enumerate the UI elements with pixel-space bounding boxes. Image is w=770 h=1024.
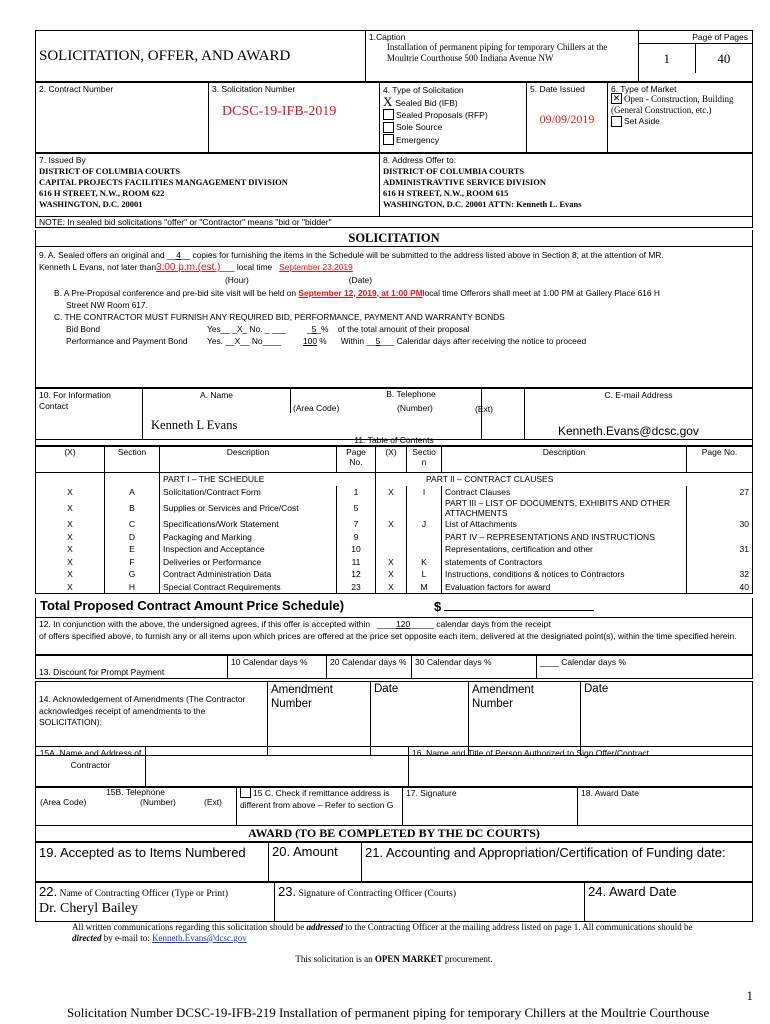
sole-source-checkbox[interactable] [383, 122, 394, 133]
contracting-officer-name: Dr. Cheryl Bailey [39, 901, 139, 916]
sealed-bid-x-icon: X [383, 94, 393, 109]
type-solicitation-label: 4. Type of Solicitation [383, 85, 464, 95]
p12-text-3: of offers specified above, to furnish any or all items upon which prices are offered at the price set opposite each item, delivered at the designated point(s), within the time specified herein. [39, 630, 737, 641]
amount-cell[interactable]: 20. Amount [269, 843, 362, 882]
signature-cell[interactable] [403, 787, 578, 826]
toc-description2: PART III – LIST OF DOCUMENTS, EXHIBITS AND OTHER ATTACHMENTS [442, 498, 687, 518]
contact-name: Kenneth L Evans [151, 418, 238, 432]
issued-row [35, 153, 753, 228]
contractor-area-code: (Area Code) [40, 797, 87, 807]
toc-x: X [67, 503, 73, 513]
contracting-officer-cell [36, 883, 275, 922]
toc-page: 5 [337, 498, 376, 518]
toc-section2: L [407, 568, 442, 581]
solicitation-number-cell [209, 83, 380, 153]
set-aside-checkbox[interactable] [611, 116, 622, 127]
open-text-1: This solicitation is an [295, 954, 373, 964]
p9b-text-2: local time Offerors shall meet at 1:00 PM at Gallery Place 616 H [422, 287, 660, 298]
signature-label: 17. Signature [406, 788, 457, 798]
address-offer-label: 8. Address Offer to: [383, 155, 457, 165]
p9b-text-3: Street NW Room 617. [66, 299, 148, 310]
discount-30-days[interactable]: 30 Calendar days % [412, 656, 537, 679]
toc-header-description2: Description [442, 447, 687, 473]
toc-part1: PART I – THE SCHEDULE [160, 473, 376, 486]
final-award-date-cell[interactable]: 24. Award Date [585, 883, 753, 922]
contractor-telephone-label: 15B. Telephone [106, 787, 165, 797]
discount-10-days[interactable]: 10 Calendar days % [228, 656, 327, 679]
officer-signature-label: Signature of Contracting Officer (Courts) [298, 889, 457, 899]
remittance-label: 15 C. Check if remittance address is different from above – Refer to section G [240, 788, 394, 810]
offer-section: 12. In conjunction with the above, the undersigned agrees, if this offer is accepted within ____120_____ calendar days from the receipt of offers specified above, to furnish any or all items upon which prices are offered at the price set opposite each item, delivered at the designated point(s), within the time specified herein. [35, 618, 753, 655]
address-offer-cell [380, 154, 753, 217]
footer-bottom-text: Solicitation Number DCSC-19-IFB-219 Installation of permanent piping for temporary Chillers at the Moultrie Courthouse [67, 1005, 710, 1020]
toc-description: Deliveries or Performance [160, 556, 337, 569]
toc-section: A [105, 486, 160, 499]
toc-description: Packaging and Marking [160, 531, 337, 544]
perf-bond-yesno: Yes. __X__ No____ [207, 336, 282, 347]
toc-x2 [376, 531, 407, 544]
caption-text: Installation of permanent piping for temporary Chillers at the Moultrie Courthouse 500 Indiana Avenue NW [386, 42, 608, 63]
contractor-name-label-cell [36, 747, 146, 788]
toc-description2: Instructions, conditions & notices to Contractors [442, 568, 687, 581]
toc-description: Supplies or Services and Price/Cost [160, 498, 337, 518]
toc-description: Specifications/Work Statement [160, 518, 337, 531]
perf-bond-label: Performance and Payment Bond [66, 336, 188, 347]
award-heading: AWARD (TO BE COMPLETED BY THE DC COURTS) [35, 826, 753, 842]
type-market-cell [608, 83, 753, 153]
toc-x: X [67, 544, 73, 555]
toc-header-x2: (X) [376, 447, 407, 473]
within-label: Within [340, 336, 365, 347]
toc-page: 7 [337, 518, 376, 531]
telephone-row [35, 786, 753, 826]
toc-header-section: Section [105, 447, 160, 473]
toc-description2: Contract Clauses [442, 486, 687, 499]
toc-page2: 31 [687, 543, 753, 556]
toc-section: C [105, 518, 160, 531]
ack-label-cell [36, 682, 268, 756]
contractor-telephone-cell[interactable] [36, 787, 237, 826]
email-header-cell [525, 389, 753, 414]
discount-20-days[interactable]: 20 Calendar days % [327, 656, 412, 679]
toc-cell [105, 473, 160, 486]
p9a-date: September 23,2019 [279, 262, 353, 273]
toc-description2: Evaluation factors for award [442, 581, 687, 594]
solicitation-number-label: 3. Solicitation Number [212, 84, 296, 94]
emergency-label: Emergency [396, 134, 439, 145]
toc-x2: X [376, 568, 407, 581]
toc-x: X [67, 569, 73, 580]
officer-signature-cell[interactable] [275, 883, 585, 922]
toc-page2 [687, 531, 753, 544]
toc-section2: K [407, 556, 442, 569]
toc-page2: 32 [687, 568, 753, 581]
toc-row [36, 531, 753, 544]
contact-section [35, 388, 753, 440]
form-header [35, 30, 753, 82]
toc-page: 11 [337, 556, 376, 569]
date-issued-cell [527, 83, 608, 153]
info-label: 10. For Information [39, 390, 111, 400]
open-construction-checked-icon[interactable]: ✕ [612, 93, 621, 104]
solicitation-info-row [35, 82, 753, 153]
toc-page: 1 [337, 486, 376, 499]
toc-x2: X [376, 581, 407, 594]
comm-email-link[interactable]: Kenneth.Evans@dcsc.gov [152, 933, 247, 943]
toc-section2 [407, 498, 442, 518]
form-title: SOLICITATION, OFFER, AND AWARD [39, 47, 291, 64]
toc-description: Solicitation/Contract Form [160, 486, 337, 499]
number-label: (Number) [397, 403, 433, 413]
accepted-items-cell[interactable]: 19. Accepted as to Items Numbered [36, 843, 269, 882]
toc-description2: statements of Contractors [442, 556, 687, 569]
bid-bond-label: Bid Bond [66, 324, 100, 335]
issued-by-cell [36, 154, 380, 217]
note-text: NOTE: In sealed bid solicitations "offer" or "Contractor" means "bid or "bidder" [39, 217, 332, 227]
toc-body [36, 486, 753, 594]
contractor-number: (Number) [140, 797, 176, 807]
open-market-bold: OPEN MARKET [374, 954, 443, 964]
type-market-label: 6. Type of Market [611, 84, 677, 94]
address-line: ADMINISTRAVTIVE SERVICE DIVISION [383, 177, 546, 187]
perf-days: 5 [375, 336, 381, 347]
perf-bond-pct: 100 [303, 336, 317, 347]
type-solicitation-cell [380, 83, 527, 153]
toc-section: F [105, 556, 160, 569]
toc-description2: PART IV – REPRESENTATIONS AND INSTRUCTIONS [442, 531, 687, 544]
total-row [35, 598, 753, 618]
comm-directed: directed [72, 933, 102, 943]
toc-page: 10 [337, 543, 376, 556]
p9b-date: September 12, 2019, at 1:00 PM [298, 287, 423, 298]
discount-other-days[interactable]: ____ Calendar days % [537, 656, 753, 679]
toc-section: B [105, 498, 160, 518]
note-cell [36, 217, 753, 228]
perf-days-text: Calendar days after receiving the notice to proceed [396, 336, 587, 347]
toc-description2: Representations, certification and other [442, 543, 687, 556]
discount-label: 13. Discount for Prompt Payment [39, 667, 165, 677]
issued-by-line: DISTRICT OF COLUMBIA COURTS [39, 166, 181, 176]
p12-text: 12. In conjunction with the above, the undersigned agrees, if this offer is accepted within [39, 619, 371, 629]
award-row-1 [35, 842, 753, 882]
sealed-proposals-checkbox[interactable] [383, 109, 394, 120]
amendment-number-1[interactable]: Amendment Number [268, 682, 371, 756]
page-of-pages-label: Page of Pages [692, 32, 748, 42]
form-title-cell [36, 31, 366, 82]
amendment-number-2[interactable]: Amendment Number [469, 682, 581, 756]
toc-x: X [67, 486, 73, 497]
contract-number-cell [36, 83, 209, 153]
toc-x: X [67, 581, 73, 592]
open-market-note [35, 954, 753, 964]
toc-row [36, 568, 753, 581]
toc-part2: PART II – CONTRACT CLAUSES [376, 473, 753, 486]
toc-page2 [687, 498, 753, 518]
p9b-text: B. A Pre-Proposal conference and pre-bid site visit will be held on [54, 287, 297, 298]
p12-days: 120 [396, 619, 411, 629]
contracting-officer-label: Name of Contracting Officer (Type or Print) [59, 889, 228, 899]
contractor-row [35, 746, 753, 788]
toc-section2: J [407, 518, 442, 531]
toc-page2: 30 [687, 518, 753, 531]
authorized-person-cell[interactable] [409, 747, 753, 788]
email-label: C. E-mail Address [604, 390, 673, 400]
dollar-sign: $ [434, 599, 442, 614]
contractor-ext: (Ext) [204, 797, 222, 807]
toc-section: E [105, 543, 160, 556]
amendments-row [35, 681, 753, 756]
telephone-label: B. Telephone [386, 389, 436, 399]
toc-x2: X [376, 556, 407, 569]
toc-description: Special Contract Requirements [160, 581, 337, 594]
open-construction-label: Open - Construction, Building (General Construction, etc.) [611, 94, 734, 116]
remittance-cell [237, 787, 403, 826]
caption-cell [365, 31, 638, 82]
address-line: DISTRICT OF COLUMBIA COURTS [383, 166, 525, 176]
amendment-date-1[interactable]: Date [371, 682, 469, 756]
toc-page2: 40 [687, 581, 753, 594]
toc-x: X [67, 556, 73, 567]
bid-bond-yesno: Yes__ _X_ No. _ ___ [207, 324, 286, 335]
issued-by-line: CAPITAL PROJECTS FACILITIES MANGAGEMENT DIVISION [39, 177, 288, 187]
emergency-checkbox[interactable] [383, 134, 394, 145]
sealed-proposals-label: Sealed Proposals (RFP) [396, 110, 488, 120]
contact-label: Contact [39, 401, 69, 411]
toc-section2: I [407, 486, 442, 499]
issued-by-label: 7. Issued By [39, 155, 86, 165]
toc-header-x: (X) [36, 447, 105, 473]
bid-bond-pct-text: of the total amount of their proposal [337, 324, 470, 335]
toc-section2 [407, 543, 442, 556]
page-total: 40 [695, 44, 752, 74]
p12-text-2: calendar days from the receipt [436, 619, 551, 629]
solicitation-heading: SOLICITATION [36, 230, 752, 247]
toc-section: H [105, 581, 160, 594]
p9a-copies: 4 [176, 250, 181, 260]
award-row-2 [35, 882, 753, 922]
toc-description2: List of Attachments [442, 518, 687, 531]
p9a-time: 3:00 p.m.(est.) [156, 262, 221, 274]
c22-num: 22. [39, 884, 58, 899]
toc-row [36, 518, 753, 531]
toc-page2: 27 [687, 486, 753, 499]
toc-row [36, 581, 753, 594]
footer-page-number: 1 [746, 988, 753, 1003]
authorized-person-label: 16. Name and Title of Person Authorized to Sign Offer/Contract [412, 748, 650, 758]
name-label: A. Name [199, 390, 234, 400]
ext-label: (Ext) [475, 404, 493, 414]
communications-note [35, 922, 712, 944]
toc-row [36, 486, 753, 499]
toc-x2: X [376, 518, 407, 531]
page-of-pages-cell [638, 31, 752, 82]
comm-text-3: by e-mail to: [103, 933, 150, 943]
toc-row [36, 556, 753, 569]
address-line: 616 H STREET, N.W., ROOM 615 [383, 188, 509, 198]
toc-header-section2: Sectio n [407, 447, 442, 473]
award-date-cell[interactable] [578, 787, 753, 826]
toc-x2 [376, 498, 407, 518]
p9a-local-time: local time [236, 262, 273, 273]
sealed-bid-label: Sealed Bid (IFB) [395, 98, 458, 108]
issued-by-line: 616 H STREET, N.W., ROOM 622 [39, 188, 165, 198]
date-issued: 09/09/2019 [539, 112, 595, 126]
date-issued-label: 5. Date Issued [530, 84, 585, 94]
toc-section: D [105, 531, 160, 544]
solicitation-body: 9. A. Sealed offers an original and __4__ copies for furnishing the items in the Schedule will be submitted to the address listed above in Section 8; at the attention of MR. Kenneth L Evans, not later than3:00 p.m.(est.)___ local time September 23,2019 (Hour) (Date) B. A Pre-Proposal conference and pre-bid site visit will be held on September 12, 2019, at 1:00 PMlocal time Offerors shall meet at 1:00 PM at Gallery Place 616 H Street NW Room 617. C. THE CONTRACTOR MUST FURNISH ANY REQUIRED BID, PERFORMANCE, PAYMENT AND WARRANTY BONDS Bid Bond Yes__ _X_ No. _ ___ _5_% of the total amount of their proposal Performance and Payment Bond Yes. __X__ No____ 100 % Within __5___ Calendar days after receiving the notice to proceed [36, 247, 752, 348]
date-label: (Date) [348, 275, 373, 286]
toc-row [36, 498, 753, 518]
toc-x: X [67, 531, 73, 542]
bid-bond-pct: 5 [311, 324, 317, 335]
toc-section: G [105, 568, 160, 581]
discount-row [35, 655, 753, 679]
toc-row [36, 543, 753, 556]
toc-x2: X [376, 486, 407, 499]
page-num: 1 [639, 44, 696, 74]
hour-label: (Hour) [225, 275, 249, 286]
p9c-text: C. THE CONTRACTOR MUST FURNISH ANY REQUIRED BID, PERFORMANCE, PAYMENT AND WARRANTY BONDS [54, 312, 505, 323]
toc-header-description: Description [160, 447, 337, 473]
toc-table [35, 446, 753, 594]
set-aside-label: Set Aside [624, 116, 660, 127]
toc-page: 12 [337, 568, 376, 581]
sole-source-label: Sole Source [396, 122, 443, 133]
ack-label: 14. Acknowledgement of Amendments (The Contractor acknowledges receipt of amendments to the SOLICITATION): [39, 694, 246, 727]
remittance-checkbox[interactable] [240, 787, 251, 798]
c23-num: 23. [278, 884, 297, 899]
accounting-cell[interactable]: 21. Accounting and Appropriation/Certification of Funding date: [362, 843, 753, 882]
toc-title: 11. Table of Contents [35, 436, 753, 446]
total-label: Total Proposed Contract Amount Price Schedule) [40, 598, 345, 613]
solicitation-number: DCSC-19-IFB-2019 [222, 104, 337, 119]
page-of-pages-values [639, 43, 752, 73]
toc-page: 9 [337, 531, 376, 544]
toc-section2 [407, 531, 442, 544]
total-amount-line[interactable] [444, 610, 594, 611]
toc-page2 [687, 556, 753, 569]
caption-label: 1.Caption [368, 32, 406, 42]
toc-page: 23 [337, 581, 376, 594]
address-line: WASHINGTON, D.C. 20001 ATTN: Kenneth L. Evans [383, 199, 582, 209]
issued-by-line: WASHINGTON, D.C. 20001 [39, 199, 143, 209]
p9a-text-2: copies for furnishing the items in the Schedule will be submitted to the address listed above in Section 8; at the attention of MR. [192, 250, 664, 260]
open-text-2: procurement. [444, 954, 493, 964]
p9a-text: 9. A. Sealed offers an original and [39, 250, 165, 260]
toc-description: Contract Administration Data [160, 568, 337, 581]
award-date-label: 18. Award Date [581, 788, 639, 798]
comm-addressed: addressed [306, 922, 343, 932]
name-header-cell [143, 389, 291, 414]
contact-email[interactable]: Kenneth.Evans@dcsc.gov [558, 424, 699, 438]
contractor-name-field[interactable] [146, 747, 409, 788]
p9a-text-3: Kenneth L Evans, not later than [39, 262, 157, 273]
toc-x2 [376, 543, 407, 556]
area-code-label: (Area Code) [293, 403, 340, 413]
discount-label-cell [36, 656, 228, 679]
toc-section2: M [407, 581, 442, 594]
contractor-name-label: 15A. Name and Address of Contractor [39, 748, 142, 770]
info-contact-cell [36, 389, 143, 414]
comm-text-1: All written communications regarding this solicitation should be [72, 922, 305, 932]
contract-number-label: 2. Contract Number [39, 84, 114, 94]
toc-description: Inspection and Acceptance [160, 543, 337, 556]
toc-x: X [67, 519, 73, 530]
solicitation-section [35, 230, 753, 388]
toc-header-page2: Page No. [687, 447, 753, 473]
toc-header-page: Page No. [337, 447, 376, 473]
comm-text-2: to the Contracting Officer at the mailing address listed on page 1. All communications should be [345, 922, 693, 932]
toc-cell [36, 473, 105, 486]
amendment-date-2[interactable]: Date [581, 682, 753, 756]
